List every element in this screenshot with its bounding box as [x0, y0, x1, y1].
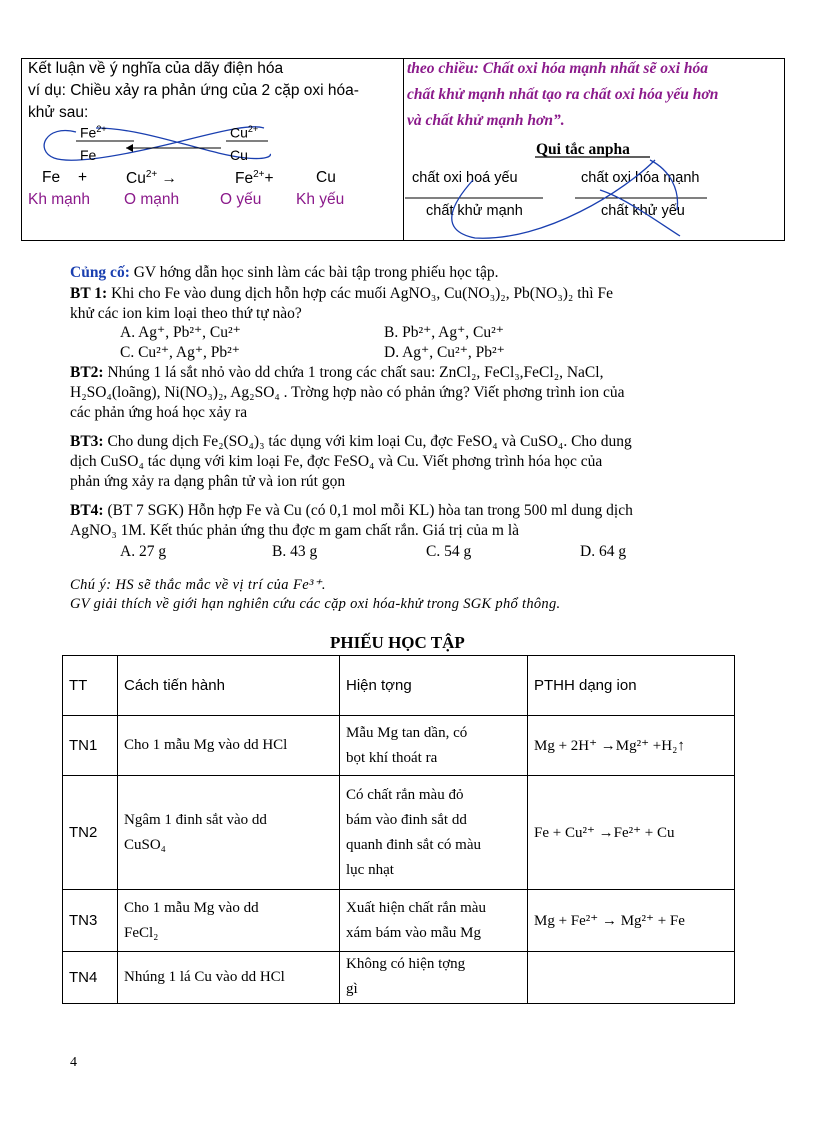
- row-procedure: Nhúng 1 lá Cu vào dd HCl: [118, 952, 340, 1004]
- bt3-line-3: phản ứng xảy ra dạng phân tử và ion rút gọn: [70, 473, 346, 490]
- note-line-1: Chú ý: HS sẽ thắc mắc về vị trí của Fe³⁺.: [70, 577, 326, 593]
- header-tt: TT: [63, 656, 118, 716]
- bt4-option-a: A. 27 g: [120, 543, 167, 560]
- bt1-option-c: C. Cu²⁺, Ag⁺, Pb²⁺: [120, 344, 240, 361]
- cu-oxidized: $Cu^{2+}$: [230, 124, 259, 141]
- row-observation: Không có hiện tợng gì: [340, 952, 528, 1004]
- table-header-row: [63, 656, 735, 716]
- header-equation: PTHH dạng ion: [528, 656, 735, 716]
- worksheet-title: PHIẾU HỌC TẬP: [330, 633, 465, 652]
- reaction-arrowhead: [126, 144, 133, 152]
- bt2-line-3: các phản ứng hoá học xảy ra: [70, 404, 248, 421]
- conclusion-line-2: ví dụ: Chiều xảy ra phản ứng của 2 cặp oxi hóa-: [28, 82, 359, 99]
- label-o-manh: O mạnh: [124, 191, 180, 208]
- table-row: [63, 776, 735, 890]
- alpha-red-weak: chất khử yếu: [601, 203, 685, 219]
- alpha-rule-title: Qui tắc anpha: [536, 141, 630, 158]
- bt1-option-b: B. Pb²⁺, Ag⁺, Cu²⁺: [384, 324, 504, 341]
- equation-fe: Fe: [42, 169, 61, 186]
- label-kh-yeu: Kh yếu: [296, 191, 345, 208]
- row-tt: TN1: [63, 716, 118, 776]
- cu-reduced: Cu: [230, 147, 248, 163]
- row-equation: Fe + Cu²⁺ →Fe²⁺ + Cu: [528, 776, 735, 890]
- bt1-option-a: A. Ag⁺, Pb²⁺, Cu²⁺: [120, 324, 241, 341]
- row-observation: Có chất rắn màu đỏ bám vào đinh sắt dd quanh đinh sắt có màu lục nhạt: [340, 776, 528, 890]
- table-row: [63, 952, 735, 1004]
- equation-cu2: $Cu^{2+}$ →: [126, 169, 178, 188]
- alpha-ox-weak: chất oxi hoá yếu: [412, 170, 518, 186]
- equation-plus-1: +: [78, 169, 88, 186]
- bt4-option-d: D. 64 g: [580, 543, 627, 560]
- worksheet-table: [62, 655, 735, 1004]
- equation-fe2: $Fe^{2+}+$: [235, 169, 274, 188]
- row-observation: Xuất hiện chất rắn màu xám bám vào mẫu Mg: [340, 890, 528, 952]
- row-tt: TN2: [63, 776, 118, 890]
- rule-line-2: chất khử mạnh nhất tạo ra chất oxi hóa yếu hơn: [407, 86, 719, 103]
- consolidation-line: Củng cố: GV hớng dẫn học sinh làm các bài tập trong phiếu học tập.: [70, 264, 499, 281]
- equation-arrow: →: [161, 170, 178, 188]
- rule-line-3: và chất khử mạnh hơn”.: [407, 112, 565, 129]
- row-tt: TN4: [63, 952, 118, 1004]
- label-kh-manh: Kh mạnh: [28, 191, 91, 208]
- alpha-ox-strong: chất oxi hóa mạnh: [581, 170, 700, 186]
- conclusion-line-3: khử sau:: [28, 104, 89, 121]
- bt2-line-2: H₂SO₄(loãng), Ni(NO₃)₂, Ag₂SO₄ . Trờng hợp nào có phản ứng? Viết phơng trình ion của: [70, 384, 625, 401]
- table-row: [63, 890, 735, 952]
- conclusion-line-1: Kết luận về ý nghĩa của dãy điện hóa: [28, 60, 284, 77]
- fe-oxidized: $Fe^{2+}$: [80, 124, 107, 141]
- fe-reduced: Fe: [80, 147, 97, 163]
- alpha-curve-1: [452, 160, 655, 238]
- row-tt: TN3: [63, 890, 118, 952]
- bt1-line-2: khử các ion kim loại theo thứ tự nào?: [70, 305, 302, 322]
- bt4-option-c: C. 54 g: [426, 543, 472, 560]
- row-procedure: Ngâm 1 đinh sắt vào dd CuSO₄: [118, 776, 340, 890]
- page-number: 4: [70, 1055, 77, 1070]
- bt4-line-2: AgNO₃ 1M. Kết thúc phản ứng thu đợc m gam chất rắn. Giá trị của m là: [70, 522, 520, 539]
- row-equation: Mg + Fe²⁺ → Mg²⁺ + Fe: [528, 890, 735, 952]
- bt1-option-d: D. Ag⁺, Cu²⁺, Pb²⁺: [384, 344, 505, 361]
- row-equation: [528, 952, 735, 1004]
- label-o-yeu: O yếu: [220, 191, 262, 208]
- bt4-option-b: B. 43 g: [272, 543, 318, 560]
- equation-cu: Cu: [316, 169, 336, 186]
- bt1-line-1: BT 1: Khi cho Fe vào dung dịch hỗn hợp các muối AgNO₃, Cu(NO₃)₂, Pb(NO₃)₂ thì Fe: [70, 285, 613, 302]
- table-row: [63, 716, 735, 776]
- bt3-line-2: dịch CuSO₄ tác dụng với kim loại Fe, đợc FeSO₄ và Cu. Viết phơng trình hóa học của: [70, 453, 603, 470]
- consolidation-label: Củng cố:: [70, 264, 130, 281]
- alpha-rule-diagram: [395, 150, 725, 242]
- alpha-red-strong: chất khử mạnh: [426, 203, 523, 219]
- row-equation: Mg + 2H⁺ →Mg²⁺ +H₂↑: [528, 716, 735, 776]
- row-procedure: Cho 1 mẫu Mg vào dd FeCl₂: [118, 890, 340, 952]
- header-observation: Hiện tợng: [340, 656, 528, 716]
- row-observation: Mẫu Mg tan dần, có bọt khí thoát ra: [340, 716, 528, 776]
- header-procedure: Cách tiến hành: [118, 656, 340, 716]
- bt3-line-1: BT3: Cho dung dịch Fe₂(SO₄)₃ tác dụng với kim loại Cu, đợc FeSO₄ và CuSO₄. Cho dung: [70, 433, 632, 450]
- row-procedure: Cho 1 mẫu Mg vào dd HCl: [118, 716, 340, 776]
- bt4-line-1: BT4: (BT 7 SGK) Hỗn hợp Fe và Cu (có 0,1 mol mỗi KL) hòa tan trong 500 ml dung dịch: [70, 502, 633, 519]
- note-line-2: GV giải thích về giới hạn nghiên cứu các cặp oxi hóa-khử trong SGK phổ thông.: [70, 596, 561, 612]
- rule-line-1: theo chiều: Chất oxi hóa mạnh nhất sẽ oxi hóa: [407, 60, 709, 77]
- bt2-line-1: BT2: Nhúng 1 lá sắt nhỏ vào dd chứa 1 trong các chất sau: ZnCl₂, FeCl₃,FeCl₂, NaCl,: [70, 364, 604, 381]
